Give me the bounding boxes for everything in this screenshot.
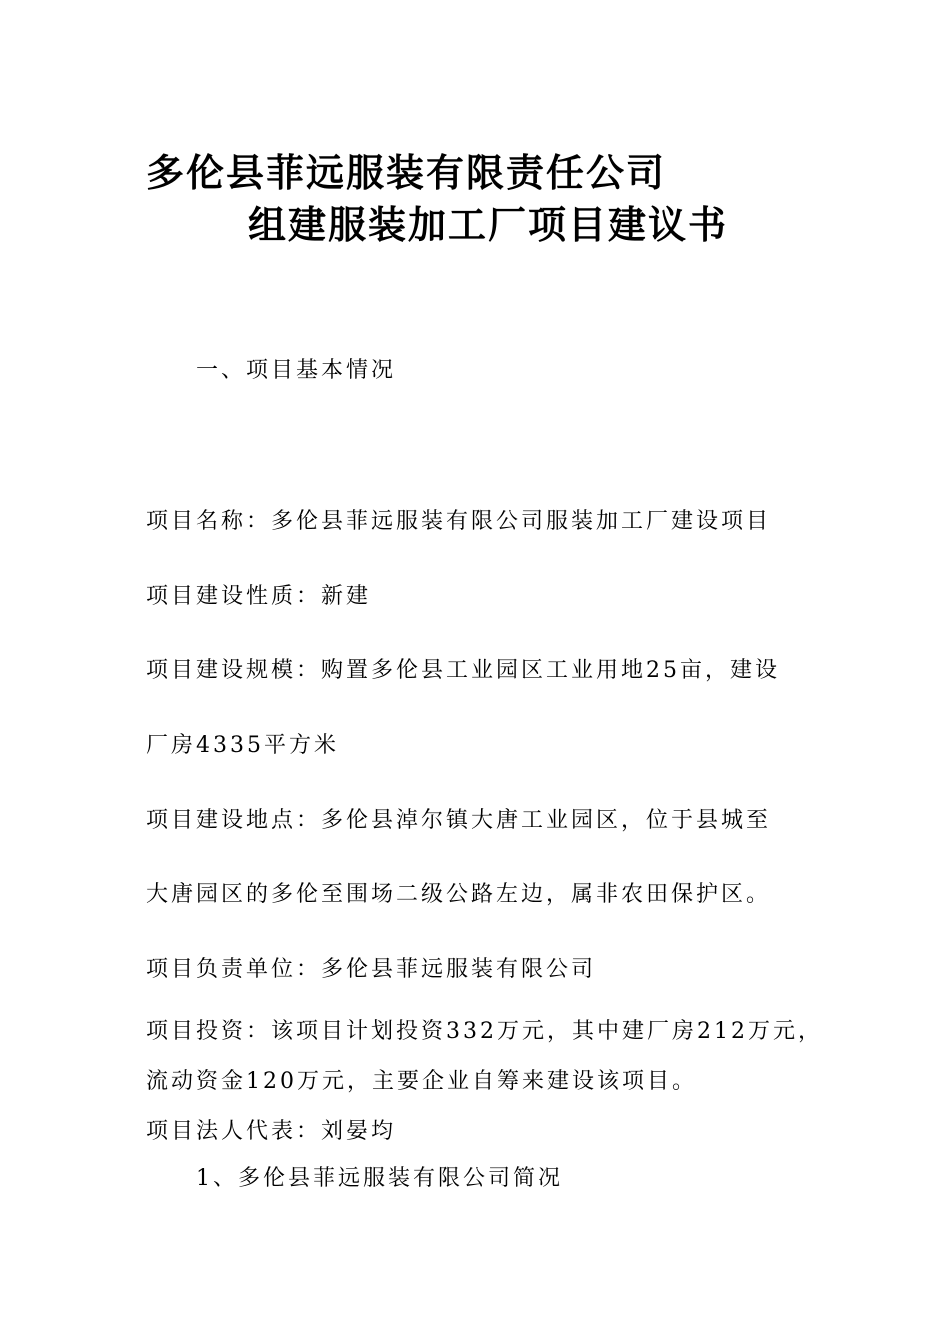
project-name: 项目名称：多伦县菲远服装有限公司服装加工厂建设项目 <box>146 509 772 534</box>
investment-line1: 项目投资：该项目计划投资332万元，其中建厂房212万元， <box>146 1019 823 1044</box>
subsection-heading: 1、多伦县菲远服装有限公司简况 <box>196 1166 563 1191</box>
project-nature: 项目建设性质：新建 <box>146 584 372 609</box>
project-location-line1: 项目建设地点：多伦县淖尔镇大唐工业园区，位于县城至 <box>146 808 772 833</box>
investment-line2: 流动资金120万元，主要企业自筹来建设该项目。 <box>146 1069 697 1094</box>
document-title-line2: 组建服装加工厂项目建议书 <box>248 203 729 247</box>
project-scale-line2: 厂房4335平方米 <box>146 733 339 758</box>
project-location-line2: 大唐园区的多伦至围场二级公路左边，属非农田保护区。 <box>146 882 772 907</box>
legal-representative: 项目法人代表：刘晏均 <box>146 1119 397 1144</box>
document-title-line1: 多伦县菲远服装有限责任公司 <box>146 151 667 195</box>
section-heading: 一、项目基本情况 <box>196 358 397 383</box>
project-scale-line1: 项目建设规模：购置多伦县工业园区工业用地25亩，建设 <box>146 658 780 683</box>
responsible-unit: 项目负责单位：多伦县菲远服装有限公司 <box>146 957 597 982</box>
